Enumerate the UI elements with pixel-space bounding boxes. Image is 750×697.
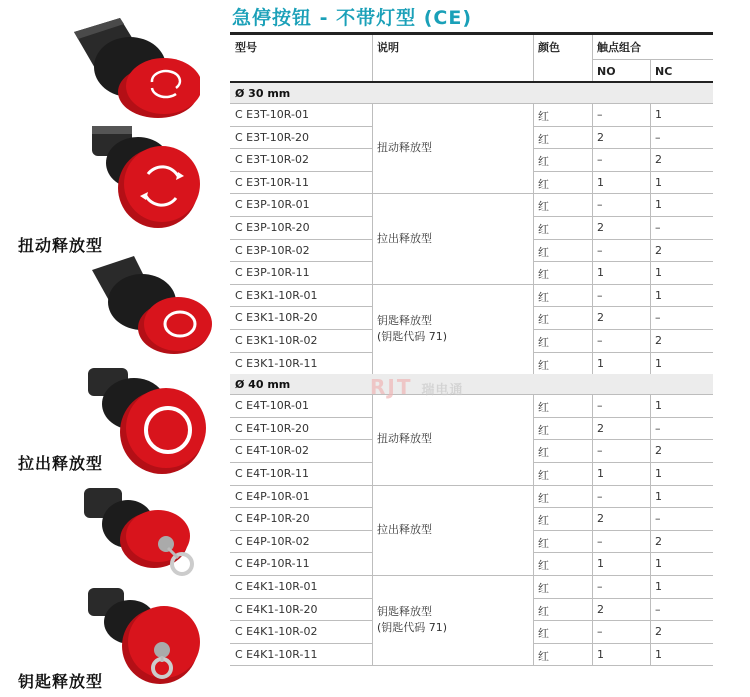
column-divider (650, 394, 651, 484)
cell-nc: 2 (655, 534, 662, 548)
header-column-divider (372, 35, 373, 81)
cell-nc: 1 (655, 108, 662, 121)
cell-model: C E3T-10R-01 (235, 108, 309, 121)
cell-color: 红 (538, 200, 549, 214)
cell-no: 1 (597, 467, 604, 480)
cell-model: C E3P-10R-20 (235, 221, 310, 234)
cell-nc: 1 (655, 266, 662, 280)
cell-nc: 1 (655, 356, 662, 370)
cell-color: 红 (538, 559, 549, 573)
cell-no: 1 (597, 647, 604, 661)
cell-model: C E3P-10R-11 (235, 266, 310, 280)
cell-nc: – (655, 602, 661, 616)
table-row (230, 216, 713, 239)
cell-color: 红 (538, 649, 549, 663)
description-line: (钥匙代码 71) (377, 330, 448, 343)
twist-release-button-30-image (60, 12, 200, 122)
cell-color: 红 (538, 536, 549, 550)
cell-color: 红 (538, 469, 549, 482)
cell-nc: 1 (655, 198, 662, 212)
cell-no: – (597, 444, 603, 458)
table-row (230, 552, 713, 575)
section-header (230, 83, 713, 103)
cell-nc: – (655, 130, 661, 144)
table-row (230, 575, 713, 598)
watermark-text: 瑞电通 (421, 383, 464, 398)
cell-no: – (597, 108, 603, 121)
group-description (377, 522, 432, 538)
cell-color: 红 (538, 290, 549, 304)
header-column-divider (533, 35, 534, 81)
side-label-pull: 拉出释放型 (18, 454, 104, 473)
cell-no: – (597, 580, 603, 593)
cell-color: 红 (538, 110, 549, 123)
description-line: 钥匙释放型 (377, 314, 432, 327)
cell-nc: – (655, 512, 661, 526)
column-divider (592, 284, 593, 374)
cell-model: C E4P-10R-20 (235, 512, 310, 526)
watermark (370, 375, 463, 399)
column-divider (533, 103, 534, 193)
header-contacts: 触点组合 (597, 41, 641, 54)
cell-color: 红 (538, 155, 549, 169)
cell-no: – (597, 534, 603, 548)
column-divider (372, 284, 373, 374)
table-row (230, 507, 713, 530)
column-divider (533, 485, 534, 575)
cell-model: C E3P-10R-02 (235, 243, 310, 257)
cell-model: C E3P-10R-01 (235, 198, 310, 212)
cell-no: 1 (597, 266, 604, 280)
header-nc: NC (655, 65, 673, 78)
cell-color: 红 (538, 604, 549, 618)
cell-no: 2 (597, 602, 604, 616)
cell-no: – (597, 243, 603, 257)
cell-model: C E4T-10R-01 (235, 399, 309, 413)
group-description (377, 431, 432, 447)
cell-model: C E4P-10R-01 (235, 489, 310, 503)
cell-no: – (597, 198, 603, 212)
cell-no: – (597, 153, 603, 167)
cell-model: C E4P-10R-02 (235, 534, 310, 548)
pull-release-button-40-image (84, 362, 224, 482)
table-row (230, 193, 713, 216)
table-row (230, 352, 713, 375)
cell-nc: 2 (655, 334, 662, 347)
column-divider (650, 575, 651, 665)
table-row (230, 239, 713, 262)
row-rule (230, 665, 713, 666)
table-row (230, 417, 713, 440)
section-label: Ø 30 mm (235, 87, 291, 100)
cell-color: 红 (538, 245, 549, 259)
side-label-key: 钥匙释放型 (18, 672, 104, 691)
table-row (230, 643, 713, 666)
header-color: 颜色 (538, 41, 560, 54)
cell-model: C E3K1-10R-01 (235, 288, 318, 302)
cell-no: 1 (597, 356, 604, 370)
cell-no: 2 (597, 130, 604, 144)
column-divider (592, 394, 593, 484)
cell-color: 红 (538, 313, 549, 327)
section-label: Ø 40 mm (235, 378, 291, 392)
cell-no: – (597, 399, 603, 413)
description-line: (钥匙代码 71) (377, 621, 448, 635)
cell-nc: 1 (655, 288, 662, 302)
column-divider (650, 103, 651, 193)
key-release-button-40-image (86, 584, 216, 684)
cell-model: C E3K1-10R-02 (235, 334, 318, 347)
cell-model: C E4K1-10R-02 (235, 625, 318, 639)
cell-model: C E4T-10R-20 (235, 421, 309, 435)
cell-nc: 1 (655, 399, 662, 413)
cell-no: – (597, 625, 603, 639)
cell-model: C E4K1-10R-20 (235, 602, 318, 616)
cell-model: C E4K1-10R-01 (235, 580, 318, 593)
description-line: 钥匙释放型 (377, 605, 432, 619)
table-row (230, 394, 713, 417)
cell-no: 2 (597, 421, 604, 435)
cell-color: 红 (538, 132, 549, 146)
cell-nc: 1 (655, 580, 662, 593)
column-divider (592, 485, 593, 575)
table-row (230, 284, 713, 307)
cell-color: 红 (538, 423, 549, 437)
table-row (230, 485, 713, 508)
cell-color: 红 (538, 336, 549, 349)
product-gallery (0, 0, 226, 697)
cell-nc: 1 (655, 175, 662, 189)
cell-no: – (597, 489, 603, 503)
cell-color: 红 (538, 268, 549, 282)
table-header (230, 35, 713, 83)
table-row (230, 103, 713, 126)
key-release-button-30-image (82, 484, 212, 584)
pull-release-button-30-image (78, 250, 218, 360)
cell-nc: 2 (655, 444, 662, 458)
table-row (230, 598, 713, 621)
cell-no: 1 (597, 175, 604, 189)
column-divider (372, 485, 373, 575)
group-description (377, 140, 432, 156)
cell-model: C E4P-10R-11 (235, 557, 310, 571)
group-description (377, 231, 432, 247)
cell-no: – (597, 288, 603, 302)
cell-color: 红 (538, 627, 549, 641)
watermark-logo: RJT (370, 375, 413, 399)
side-label-twist: 扭动释放型 (18, 236, 104, 255)
cell-nc: 2 (655, 153, 662, 167)
table-row (230, 620, 713, 643)
group-description (377, 313, 447, 345)
cell-model: C E3T-10R-11 (235, 175, 309, 189)
column-divider (372, 103, 373, 193)
cell-model: C E4T-10R-02 (235, 444, 309, 458)
cell-nc: 1 (655, 647, 662, 661)
column-divider (592, 575, 593, 665)
cell-no: – (597, 334, 603, 347)
cell-nc: 1 (655, 489, 662, 503)
column-divider (650, 193, 651, 283)
column-divider (372, 193, 373, 283)
cell-color: 红 (538, 491, 549, 505)
header-no: NO (597, 65, 616, 78)
header-column-divider (592, 35, 593, 81)
page-title: 急停按钮 - 不带灯型 (CE) (232, 7, 473, 29)
table-row (230, 148, 713, 171)
cell-nc: – (655, 221, 661, 234)
cell-nc: – (655, 311, 661, 325)
column-divider (650, 485, 651, 575)
column-divider (533, 193, 534, 283)
cell-model: C E3K1-10R-11 (235, 356, 318, 370)
column-divider (650, 284, 651, 374)
column-divider (533, 284, 534, 374)
table-row (230, 126, 713, 149)
cell-color: 红 (538, 401, 549, 415)
cell-no: 2 (597, 221, 604, 234)
cell-nc: – (655, 421, 661, 435)
cell-color: 红 (538, 514, 549, 528)
cell-no: 2 (597, 311, 604, 325)
table-row (230, 439, 713, 462)
cell-nc: 2 (655, 625, 662, 639)
table-row (230, 530, 713, 553)
column-divider (372, 394, 373, 484)
description-line: 扭动释放型 (377, 432, 432, 446)
section-header (230, 374, 713, 394)
cell-model: C E4T-10R-11 (235, 467, 309, 480)
table-row (230, 261, 713, 284)
column-divider (533, 394, 534, 484)
cell-no: 1 (597, 557, 604, 571)
cell-color: 红 (538, 358, 549, 372)
twist-release-button-40-image (88, 118, 218, 233)
table-row (230, 329, 713, 352)
cell-color: 红 (538, 177, 549, 191)
cell-model: C E3K1-10R-20 (235, 311, 318, 325)
cell-color: 红 (538, 582, 549, 595)
column-divider (533, 575, 534, 665)
cell-model: C E3T-10R-02 (235, 153, 309, 167)
header-description: 说明 (377, 41, 399, 54)
cell-nc: 1 (655, 557, 662, 571)
table-row (230, 462, 713, 485)
column-divider (592, 103, 593, 193)
table-row (230, 306, 713, 329)
cell-color: 红 (538, 446, 549, 460)
column-divider (372, 575, 373, 665)
cell-model: C E3T-10R-20 (235, 130, 309, 144)
description-line: 扭动释放型 (377, 141, 432, 155)
group-description (377, 604, 447, 636)
header-model: 型号 (235, 41, 257, 54)
cell-nc: 1 (655, 467, 662, 480)
cell-model: C E4K1-10R-11 (235, 647, 318, 661)
description-line: 拉出释放型 (377, 231, 432, 245)
column-divider (592, 193, 593, 283)
cell-color: 红 (538, 223, 549, 236)
cell-no: 2 (597, 512, 604, 526)
description-line: 拉出释放型 (377, 522, 432, 536)
table-row (230, 171, 713, 194)
header-column-divider (650, 59, 651, 81)
cell-nc: 2 (655, 243, 662, 257)
